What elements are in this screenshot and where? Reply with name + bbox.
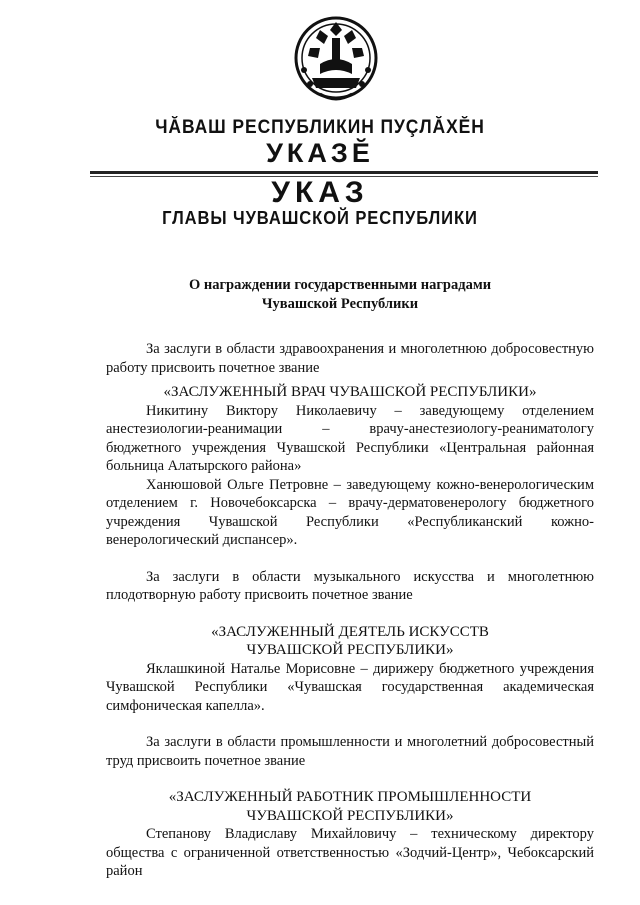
award-title: «ЗАСЛУЖЕННЫЙ РАБОТНИК ПРОМЫШЛЕННОСТИ bbox=[168, 789, 532, 805]
recipient-paragraph: Ханюшовой Ольге Петровне – заведующему кожно-венерологическим отделением г. Новочебоксарска – врачу-дерматовенерологу бюджетного учреждения Чувашской Республики «Республиканский кожно-венерологический диспансер». bbox=[106, 476, 594, 548]
award-title: «ЗАСЛУЖЕННЫЙ ДЕЯТЕЛЬ ИСКУССТВ bbox=[211, 623, 489, 640]
recipient-paragraph: Степанову Владиславу Михайловичу – техническому директору общества с ограниченной ответственностью «Зодчий-Центр», Чебоксарский район bbox=[106, 826, 594, 879]
header-chuvash-ukaz: УКАЗĔ bbox=[266, 138, 374, 168]
decree-title bbox=[100, 276, 580, 314]
decree-title-line: Чувашской Республики bbox=[261, 296, 419, 312]
recipient-paragraph: Яклашкиной Наталье Морисовне – дирижеру бюджетного учреждения Чувашской Республики «Чувашская государственная академическая симфоническая капелла». bbox=[106, 660, 594, 714]
award-title: ЧУВАШСКОЙ РЕСПУБЛИКИ» bbox=[246, 807, 454, 824]
header-russian-authority: ГЛАВЫ ЧУВАШСКОЙ РЕСПУБЛИКИ bbox=[162, 208, 478, 228]
header-divider bbox=[90, 171, 598, 174]
award-title: «ЗАСЛУЖЕННЫЙ ВРАЧ ЧУВАШСКОЙ РЕСПУБЛИКИ» bbox=[163, 384, 537, 400]
section-intro: За заслуги в области здравоохранения и многолетнюю добросовестную работу присвоить почетное звание bbox=[106, 341, 594, 376]
decree-body bbox=[106, 340, 594, 881]
recipient-paragraph: Никитину Виктору Николаевичу – заведующему отделением анестезиологии-реанимации – врачу-анестезиологу-реаниматологу бюджетного учреждения Чувашской Республики «Центральная районная больница Алатырского района» bbox=[106, 402, 594, 474]
section-intro: За заслуги в области музыкального искусства и многолетнюю плодотворную работу присвоить почетное звание bbox=[106, 568, 594, 603]
chuvash-coat-of-arms-icon bbox=[290, 8, 382, 106]
header-chuvash-authority: ЧĂВАШ РЕСПУБЛИКИН ПУÇЛĂХĔН bbox=[155, 117, 485, 138]
section-intro: За заслуги в области промышленности и многолетний добросовестный труд присвоить почетное звание bbox=[106, 734, 594, 769]
decree-title-line: О награждении государственными наградами bbox=[188, 277, 492, 293]
header-russian-ukaz: УКАЗ bbox=[271, 176, 369, 209]
award-title: ЧУВАШСКОЙ РЕСПУБЛИКИ» bbox=[246, 642, 454, 658]
